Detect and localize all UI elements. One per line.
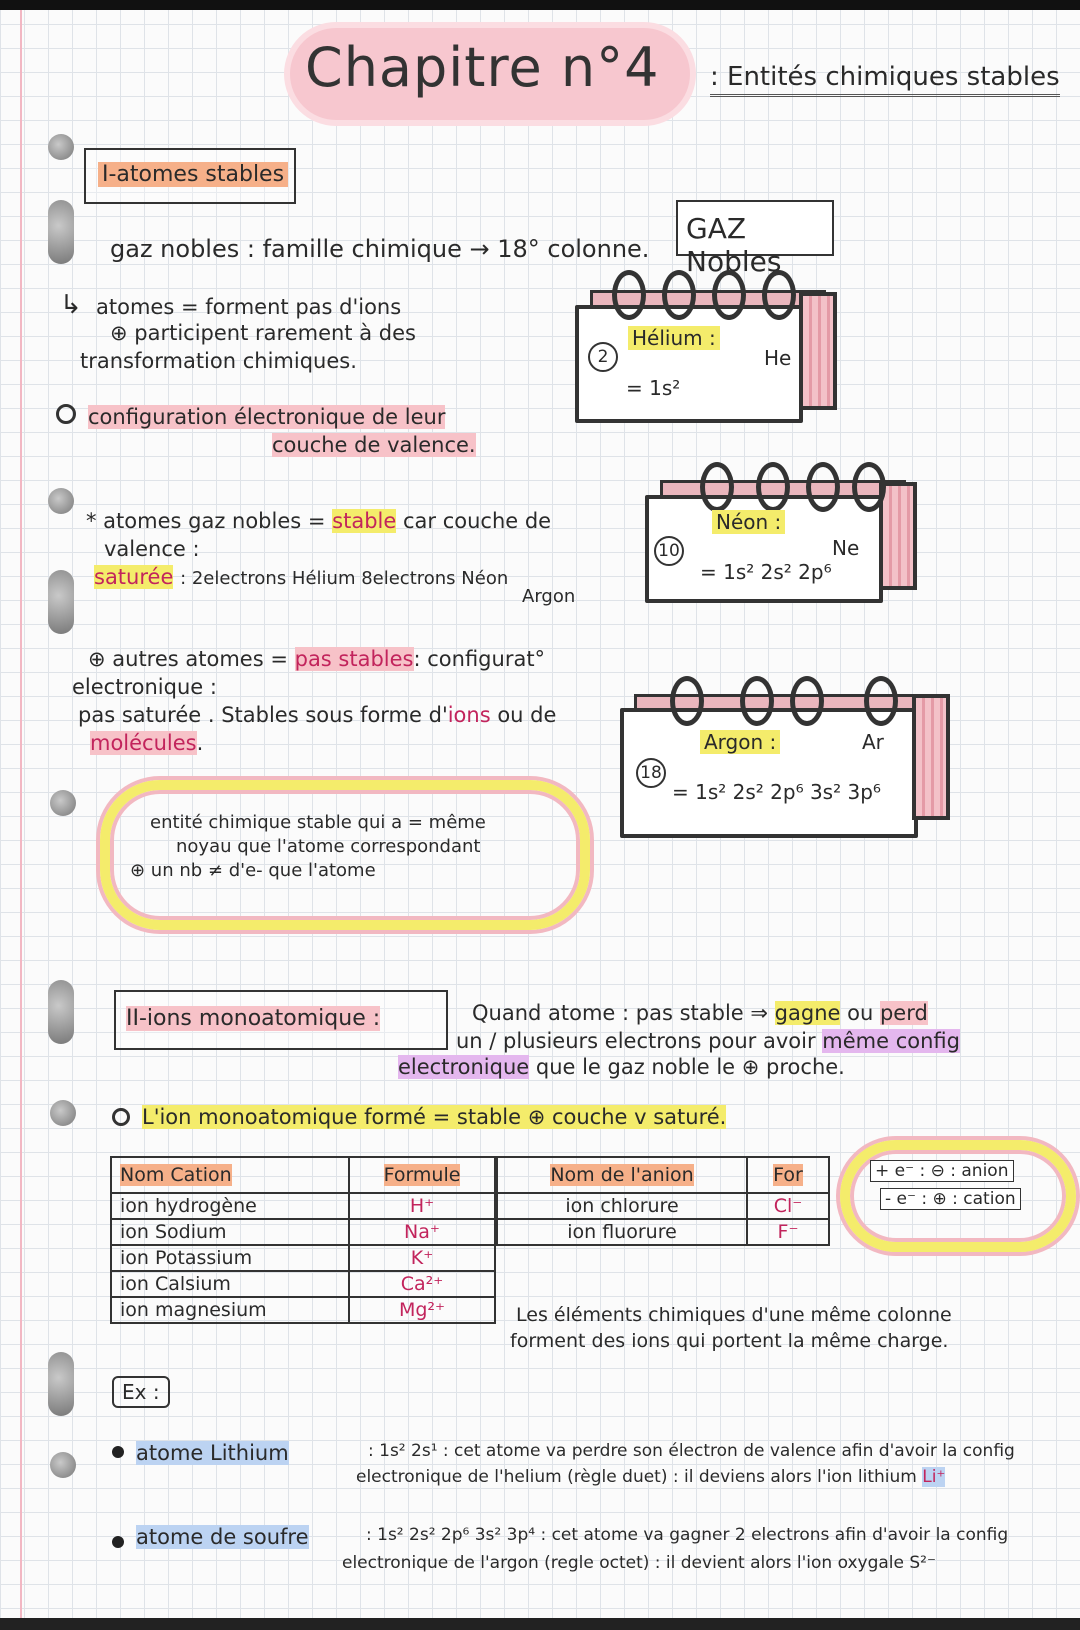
table-cell: Ca²⁺ (349, 1271, 495, 1297)
rule-line1: Les éléments chimiques d'une même colonne (516, 1304, 952, 1326)
card-ring (700, 462, 734, 512)
others-line1: ⊕ autres atomes = pas stables: configurat° (88, 647, 546, 671)
card-ring (670, 676, 704, 726)
card-config-neon: = 1s² 2s² 2p⁶ (700, 560, 832, 584)
table-header: Formule (349, 1157, 495, 1193)
stable-line2: valence : (104, 537, 200, 561)
card-name-neon: Néon : (712, 510, 785, 534)
section1-heading: I-atomes stables (98, 162, 288, 187)
examples-label: Ex : (112, 1376, 170, 1408)
card-name-argon: Argon : (700, 730, 780, 754)
binder-hole (48, 200, 74, 264)
table-cell: ion Potassium (111, 1245, 349, 1271)
table-row (497, 1193, 829, 1219)
cloud-line3: ⊕ un nb ≠ d'e- que l'atome (130, 860, 376, 881)
binder-hole (50, 790, 76, 816)
binder-hole (48, 134, 74, 160)
cation-table (110, 1156, 496, 1324)
table-cell: H⁺ (349, 1193, 495, 1219)
card-symbol-helium: He (764, 346, 792, 370)
top-edge (0, 0, 1080, 10)
ion-formed-line: L'ion monoatomique formé = stable ⊕ couche v saturé. (142, 1105, 727, 1129)
others-line4: molécules. (90, 731, 204, 755)
section1-heading-box (84, 148, 296, 204)
binder-hole (48, 1352, 74, 1416)
table-cell: ion Sodium (111, 1219, 349, 1245)
card-symbol-argon: Ar (862, 730, 884, 754)
rule-line2: forment des ions qui portent la même charge. (510, 1330, 949, 1352)
card-ring (712, 270, 746, 320)
cloud-line2: noyau que l'atome correspondant (176, 836, 481, 857)
section2-intro-line2: un / plusieurs electrons pour avoir même config (456, 1029, 960, 1053)
table-header-row (111, 1157, 495, 1193)
anion-table (496, 1156, 830, 1246)
config-line2: couche de valence. (272, 433, 476, 457)
legend-line2: - e⁻ : ⊕ : cation (880, 1188, 1021, 1210)
card-ring (662, 270, 696, 320)
stable-line1: * atomes gaz nobles = stable car couche de (86, 509, 552, 533)
table-cell: F⁻ (747, 1219, 829, 1245)
bullet-circle-icon (112, 1108, 130, 1126)
section2-heading-box (114, 990, 448, 1050)
soufre-line1: : 1s² 2s² 2p⁶ 3s² 3p⁴ : cet atome va gagner 2 electrons afin d'avoir la config (366, 1525, 1009, 1545)
card-ring (612, 270, 646, 320)
gas-cards-heading-box (676, 200, 834, 278)
bullet-circle-icon (56, 404, 76, 424)
card-config-argon: = 1s² 2s² 2p⁶ 3s² 3p⁶ (672, 780, 881, 804)
arrow-note-line3: transformation chimiques. (80, 349, 357, 373)
lithium-line1: : 1s² 2s¹ : cet atome va perdre son électron de valence afin d'avoir la config (368, 1441, 1015, 1461)
bullet-dot-icon (112, 1536, 124, 1548)
table-cell: ion Calsium (111, 1271, 349, 1297)
binder-hole (48, 980, 74, 1044)
table-cell: ion magnesium (111, 1297, 349, 1323)
table-row (111, 1297, 495, 1323)
config-line1: configuration électronique de leur (88, 405, 446, 429)
bottom-edge (0, 1618, 1080, 1630)
gas-cards-heading: GAZ Nobles (686, 212, 782, 278)
table-header-row (497, 1157, 829, 1193)
atomic-number-neon: 10 (654, 536, 684, 566)
section2-intro-line1: Quand atome : pas stable ⇒ gagne ou perd (472, 1001, 928, 1025)
binder-hole (48, 488, 74, 514)
card-ring (790, 676, 824, 726)
lithium-line2: electronique de l'helium (règle duet) : il deviens alors l'ion lithium Li⁺ (356, 1467, 946, 1487)
card-ring (806, 462, 840, 512)
cloud-line1: entité chimique stable qui a = même (150, 812, 486, 833)
soufre-line2: electronique de l'argon (regle octet) : il devient alors l'ion oxygale S²⁻ (342, 1553, 936, 1573)
stable-line4: Argon (522, 586, 576, 607)
table-header: Nom Cation (111, 1157, 349, 1193)
card-config-helium: = 1s² (626, 376, 681, 400)
page-title: Chapitre n°4 (305, 36, 660, 99)
card-ring (762, 270, 796, 320)
table-header: Nom de l'anion (497, 1157, 747, 1193)
card-side (879, 482, 917, 590)
table-cell: K⁺ (349, 1245, 495, 1271)
lithium-name: atome Lithium (136, 1441, 289, 1465)
table-cell: Na⁺ (349, 1219, 495, 1245)
soufre-name: atome de soufre (136, 1525, 309, 1549)
table-cell: Cl⁻ (747, 1193, 829, 1219)
binder-hole (50, 1452, 76, 1478)
arrow-note-line1: atomes = forment pas d'ions (96, 295, 402, 319)
card-ring (864, 676, 898, 726)
card-ring (740, 676, 774, 726)
card-ring (756, 462, 790, 512)
section2-intro-line3: electronique que le gaz noble le ⊕ proche. (398, 1055, 845, 1079)
page-subtitle: : Entités chimiques stables (710, 62, 1060, 97)
table-row (497, 1219, 829, 1245)
section2-heading: II-ions monoatomique : (126, 1006, 381, 1031)
table-row (111, 1245, 495, 1271)
table-row (111, 1193, 495, 1219)
table-cell: Mg²⁺ (349, 1297, 495, 1323)
table-header: For (747, 1157, 829, 1193)
card-ring (852, 462, 886, 512)
table-cell: ion hydrogène (111, 1193, 349, 1219)
bullet-dot-icon (112, 1446, 124, 1458)
others-line3: pas saturée . Stables sous forme d'ions ou de (78, 703, 557, 727)
margin-line (20, 10, 22, 1618)
atomic-number-argon: 18 (636, 758, 666, 788)
table-row (111, 1219, 495, 1245)
card-side (912, 694, 950, 820)
noble-gases-line: gaz nobles : famille chimique → 18° colonne. (110, 235, 650, 263)
table-row (111, 1271, 495, 1297)
stable-line3: saturée : 2electrons Hélium 8electrons Néon (94, 565, 509, 589)
card-name-helium: Hélium : (628, 326, 720, 350)
legend-line1: + e⁻ : ⊖ : anion (870, 1160, 1014, 1182)
table-cell: ion fluorure (497, 1219, 747, 1245)
card-side (799, 292, 837, 410)
atomic-number-helium: 2 (588, 342, 618, 372)
binder-hole (50, 1100, 76, 1126)
binder-hole (48, 570, 74, 634)
others-line2: electronique : (72, 675, 217, 699)
table-cell: ion chlorure (497, 1193, 747, 1219)
arrow-note-line2: ⊕ participent rarement à des (110, 321, 416, 345)
card-symbol-neon: Ne (832, 536, 860, 560)
arrow-icon: ↳ (60, 290, 82, 320)
